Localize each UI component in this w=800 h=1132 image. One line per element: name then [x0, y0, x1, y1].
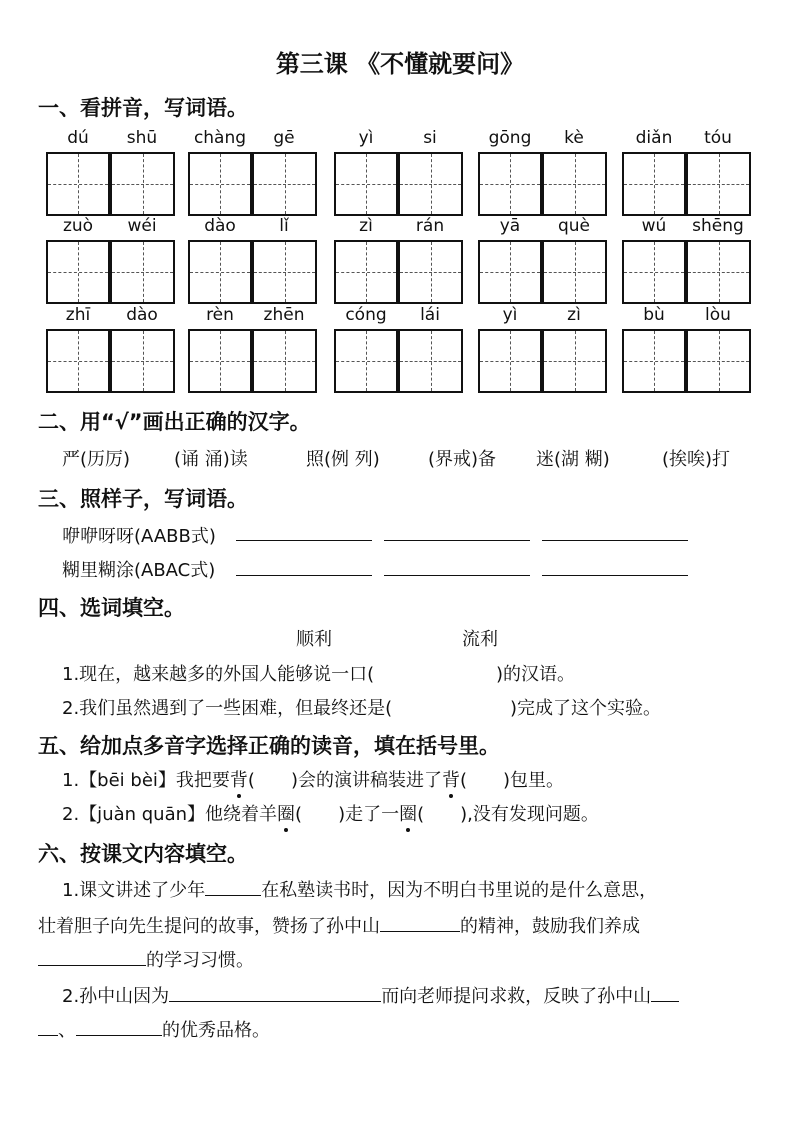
s6-l5-text-b: 的优秀品格。 — [162, 1020, 270, 1041]
s4-question-2-end: )完成了这个实验。 — [510, 698, 662, 719]
s6-blank-4[interactable] — [169, 1000, 381, 1002]
s6-l2-text-b: 的精神，鼓励我们养成 — [460, 916, 640, 937]
pinyin-label: zhī — [65, 305, 91, 325]
page-title: 第三课 《不懂就要问》 — [275, 50, 525, 78]
tianzige-cell[interactable] — [334, 240, 398, 304]
s5-q2-paren-open-2: ( — [417, 804, 425, 825]
s2-item-6: (挨唉)打 — [662, 449, 731, 470]
s2-item-4: (界戒)备 — [428, 449, 497, 470]
pinyin-label: chàng — [193, 128, 247, 148]
s6-blank-2[interactable] — [380, 930, 460, 932]
s5-q1-paren-open-1: ( — [247, 770, 255, 791]
s6-blank-6[interactable] — [76, 1034, 162, 1036]
s5-q2-text-a: 他绕着羊 — [205, 804, 278, 825]
s6-line-4 — [62, 982, 679, 1008]
s4-question-2-start: 2.我们虽然遇到了一些困难，但最终还是( — [62, 698, 393, 719]
s5-q1-number: 1. — [62, 770, 80, 791]
s3-example-1: 咿咿呀呀(AABB式) — [62, 526, 216, 547]
section-1-heading: 一、看拼音，写词语。 — [38, 96, 248, 120]
pinyin-label: lái — [420, 305, 440, 325]
tianzige-cell[interactable] — [542, 152, 607, 216]
pinyin-label: dào — [204, 216, 236, 236]
pinyin-label: lòu — [705, 305, 731, 325]
s5-q2-dotted-char-1: 圈 — [277, 804, 296, 825]
s6-blank-5a[interactable] — [651, 1000, 679, 1002]
pinyin-label: yì — [502, 305, 518, 325]
pinyin-label: rán — [415, 216, 445, 236]
tianzige-cell[interactable] — [46, 152, 110, 216]
s2-item-2: (诵 涌)读 — [174, 449, 248, 470]
s3-blank-1c[interactable] — [542, 540, 688, 541]
pinyin-label: wéi — [127, 216, 157, 236]
s6-l5-text-a: 、 — [58, 1020, 76, 1041]
tianzige-cell[interactable] — [110, 152, 175, 216]
tianzige-cell[interactable] — [252, 240, 317, 304]
s3-blank-1a[interactable] — [236, 540, 372, 541]
s5-q1-text-e: )包里。 — [503, 770, 565, 791]
s4-word-1: 顺利 — [296, 629, 332, 650]
pinyin-label: zì — [359, 216, 373, 236]
s6-l4-text-a: 2.孙中山因为 — [62, 986, 170, 1007]
tianzige-cell[interactable] — [334, 152, 398, 216]
tianzige-cell[interactable] — [46, 240, 110, 304]
tianzige-cell[interactable] — [252, 329, 317, 393]
section-3-heading: 三、照样子，写词语。 — [38, 487, 248, 511]
s5-q2-text-c: )走了一 — [338, 804, 400, 825]
tianzige-cell[interactable] — [398, 329, 463, 393]
tianzige-cell[interactable] — [478, 329, 542, 393]
s2-item-5: 迷(湖 糊) — [536, 449, 610, 470]
section-2-heading: 二、用“√”画出正确的汉字。 — [38, 410, 311, 434]
s3-example-2: 糊里糊涂(ABAC式) — [62, 560, 216, 581]
pinyin-label: kè — [564, 128, 584, 148]
tianzige-cell[interactable] — [188, 152, 252, 216]
s6-blank-1[interactable] — [205, 894, 261, 896]
s3-blank-1b[interactable] — [384, 540, 530, 541]
s6-l1-text-a: 1.课文讲述了少年 — [62, 880, 206, 901]
s6-l1-text-b: 在私塾读书时，因为不明白书里说的是什么意思， — [261, 880, 658, 901]
tianzige-cell[interactable] — [188, 329, 252, 393]
pinyin-label: zhēn — [263, 305, 305, 325]
tianzige-cell[interactable] — [398, 240, 463, 304]
s4-question-1-end: )的汉语。 — [496, 664, 576, 685]
tianzige-cell[interactable] — [252, 152, 317, 216]
section-5-heading: 五、给加点多音字选择正确的读音，填在括号里。 — [38, 734, 500, 758]
pinyin-label: wú — [641, 216, 667, 236]
s6-line-1 — [62, 876, 657, 902]
pinyin-label: dú — [67, 128, 89, 148]
s6-blank-3[interactable] — [38, 964, 146, 966]
s4-word-2: 流利 — [462, 629, 498, 650]
s3-blank-2c[interactable] — [542, 575, 688, 576]
s6-blank-5b[interactable] — [38, 1034, 58, 1036]
s5-question-2 — [62, 800, 599, 826]
s5-q1-text-c: )会的演讲稿装进了 — [290, 770, 442, 791]
tianzige-cell[interactable] — [686, 329, 751, 393]
s5-question-1 — [62, 766, 564, 792]
pinyin-label: gē — [273, 128, 295, 148]
s6-l3-text: 的学习习惯。 — [146, 950, 254, 971]
s5-q1-dotted-char-1: 背 — [229, 770, 248, 791]
s5-q2-pinyin: 【juàn quān】 — [79, 804, 206, 825]
pinyin-label: tóu — [704, 128, 732, 148]
pinyin-label: bù — [643, 305, 665, 325]
tianzige-cell[interactable] — [686, 240, 751, 304]
tianzige-cell[interactable] — [334, 329, 398, 393]
pinyin-label: si — [423, 128, 437, 148]
pinyin-label: diǎn — [635, 128, 673, 148]
tianzige-cell[interactable] — [46, 329, 110, 393]
tianzige-cell[interactable] — [478, 152, 542, 216]
tianzige-cell[interactable] — [622, 329, 686, 393]
pinyin-label: yì — [358, 128, 374, 148]
tianzige-cell[interactable] — [542, 240, 607, 304]
pinyin-label: cóng — [345, 305, 387, 325]
s3-blank-2a[interactable] — [236, 575, 372, 576]
tianzige-cell[interactable] — [188, 240, 252, 304]
s5-q1-dotted-char-2: 背 — [441, 770, 460, 791]
section-6-heading: 六、按课文内容填空。 — [38, 842, 248, 866]
s5-q1-paren-open-2: ( — [459, 770, 468, 791]
s6-l2-text-a: 壮着胆子向先生提问的故事，赞扬了孙中山 — [38, 916, 380, 937]
tianzige-cell[interactable] — [398, 152, 463, 216]
s5-q1-text-a: 我把要 — [175, 770, 230, 791]
tianzige-cell[interactable] — [478, 240, 542, 304]
pinyin-label: zuò — [62, 216, 94, 236]
s2-item-3: 照(例 列) — [306, 449, 380, 470]
tianzige-cell[interactable] — [542, 329, 607, 393]
pinyin-label: shēng — [692, 216, 744, 236]
tianzige-cell[interactable] — [110, 329, 175, 393]
pinyin-label: gōng — [488, 128, 532, 148]
s3-blank-2b[interactable] — [384, 575, 530, 576]
s6-line-2 — [38, 912, 640, 938]
s5-q2-number: 2. — [62, 804, 80, 825]
tianzige-cell[interactable] — [110, 240, 175, 304]
pinyin-label: què — [557, 216, 591, 236]
s5-q2-dotted-char-2: 圈 — [399, 804, 418, 825]
tianzige-cell[interactable] — [622, 240, 686, 304]
pinyin-label: rèn — [206, 305, 234, 325]
s6-line-5 — [38, 1016, 270, 1042]
pinyin-label: zì — [567, 305, 581, 325]
s5-q2-text-e: ),没有发现问题。 — [460, 804, 599, 825]
pinyin-label: shū — [126, 128, 158, 148]
section-4-heading: 四、选词填空。 — [38, 596, 185, 620]
s6-l4-text-b: 而向老师提问求救，反映了孙中山 — [381, 986, 652, 1007]
s5-q1-pinyin: 【bēi bèi】 — [79, 770, 176, 791]
s5-q2-paren-open-1: ( — [295, 804, 303, 825]
s6-line-3 — [38, 946, 254, 972]
pinyin-label: yā — [499, 216, 521, 236]
s2-item-1: 严(历厉) — [62, 449, 131, 470]
tianzige-cell[interactable] — [622, 152, 686, 216]
tianzige-cell[interactable] — [686, 152, 751, 216]
pinyin-label: dào — [126, 305, 158, 325]
pinyin-label: lǐ — [279, 216, 289, 236]
s4-question-1-start: 1.现在，越来越多的外国人能够说一口( — [62, 664, 375, 685]
